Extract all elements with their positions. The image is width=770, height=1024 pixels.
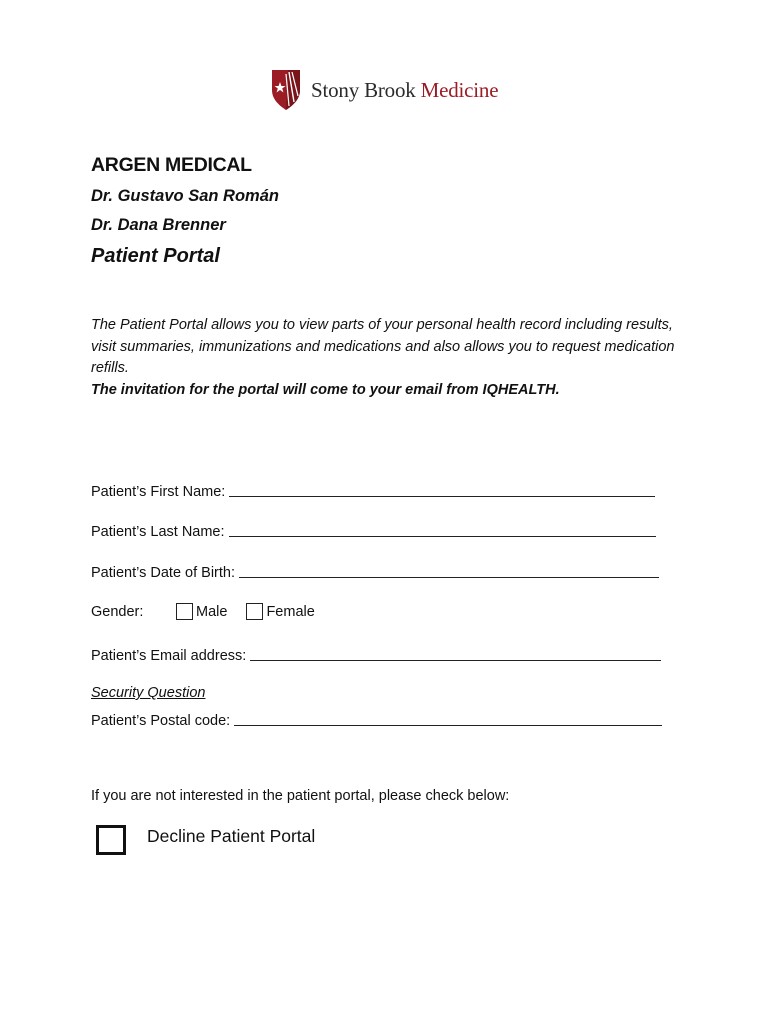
decline-checkbox[interactable] bbox=[96, 825, 126, 855]
email-field bbox=[91, 644, 661, 664]
logo-wordmark: Stony Brook Medicine bbox=[311, 77, 499, 102]
last-name-label: Patient’s Last Name: bbox=[91, 524, 225, 540]
postal-code-field bbox=[91, 709, 662, 729]
page-title: Patient Portal bbox=[91, 245, 220, 267]
organization-name: ARGEN MEDICAL bbox=[91, 154, 252, 176]
decline-label: Decline Patient Portal bbox=[147, 826, 316, 846]
gender-option-male[interactable] bbox=[176, 603, 227, 620]
first-name-label: Patient’s First Name: bbox=[91, 484, 226, 500]
last-name-field bbox=[91, 520, 656, 540]
gender-option-female[interactable] bbox=[246, 603, 314, 620]
postal-code-input-line[interactable] bbox=[234, 724, 662, 726]
stony-brook-logo bbox=[271, 68, 498, 112]
email-input-line[interactable] bbox=[250, 659, 661, 661]
first-name-input-line[interactable] bbox=[229, 495, 655, 497]
shield-star-icon bbox=[271, 68, 305, 112]
email-label: Patient’s Email address: bbox=[91, 648, 247, 664]
female-checkbox[interactable] bbox=[246, 603, 263, 620]
male-checkbox[interactable] bbox=[176, 603, 193, 620]
doctor-name: Dr. Gustavo San Román bbox=[91, 187, 279, 205]
gender-field bbox=[91, 603, 315, 620]
female-label: Female bbox=[266, 603, 315, 620]
postal-code-label: Patient’s Postal code: bbox=[91, 713, 231, 729]
dob-input-line[interactable] bbox=[239, 576, 659, 578]
intro-paragraph: The Patient Portal allows you to view parts of your personal health record including results, visit summaries, immunizations and medications and also allows you to request medication refills. bbox=[91, 317, 675, 376]
decline-prompt: If you are not interested in the patient portal, please check below: bbox=[91, 788, 510, 804]
dob-label: Patient’s Date of Birth: bbox=[91, 565, 236, 581]
male-label: Male bbox=[196, 603, 228, 620]
doctor-name: Dr. Dana Brenner bbox=[91, 216, 226, 234]
first-name-field bbox=[91, 480, 655, 500]
invitation-note: The invitation for the portal will come to your email from IQHEALTH. bbox=[91, 382, 560, 398]
gender-label: Gender: bbox=[91, 603, 144, 620]
dob-field bbox=[91, 561, 659, 581]
security-question-heading: Security Question bbox=[91, 685, 206, 701]
last-name-input-line[interactable] bbox=[229, 535, 656, 537]
